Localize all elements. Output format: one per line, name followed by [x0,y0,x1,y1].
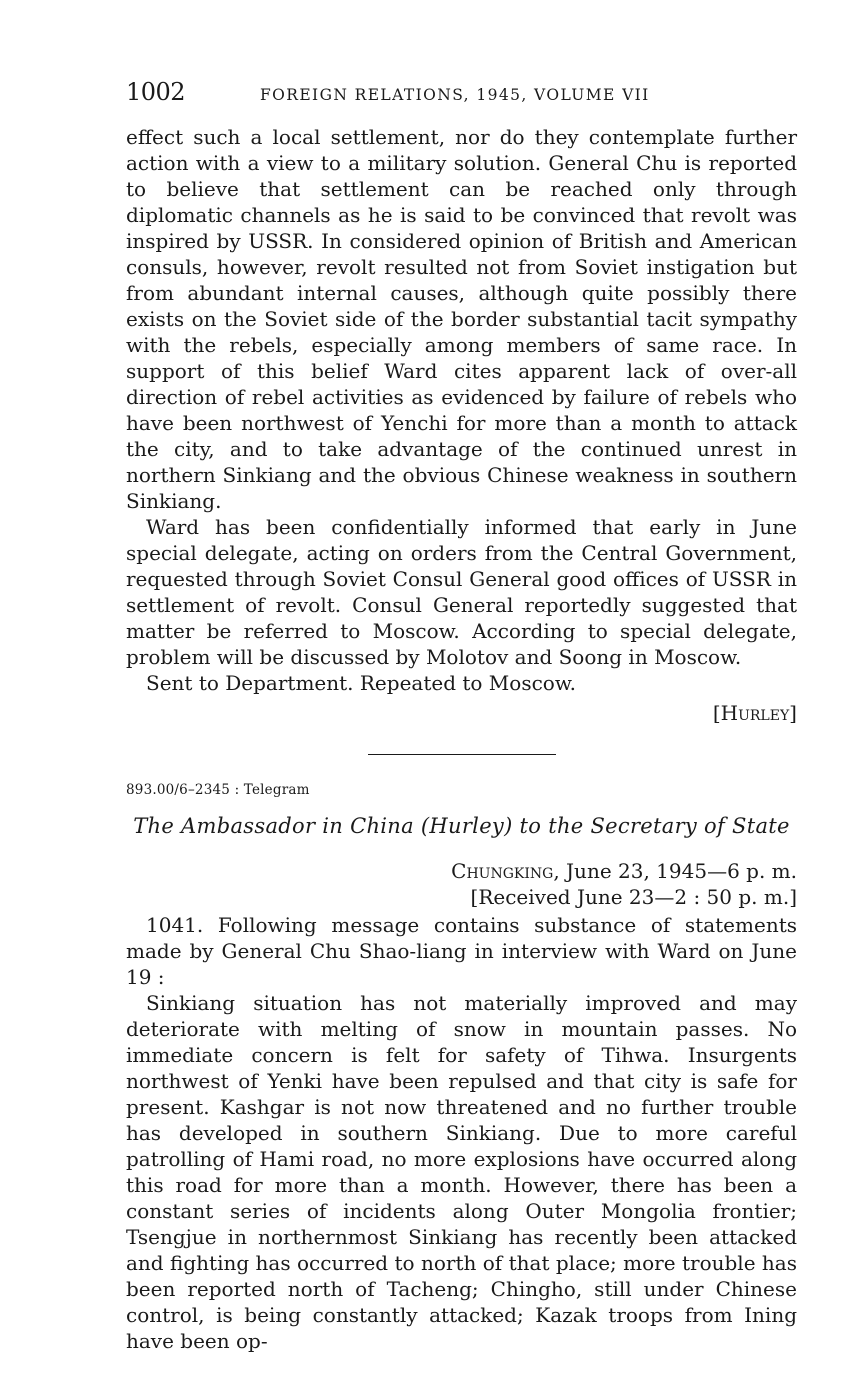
dateline-place: Chungking [451,859,554,883]
document-page [126,78,797,1354]
section-divider [368,754,556,755]
telegram-paragraph-2: Sinkiang situation has not materially improved and may deteriorate with melting of snow in mountain passes. No immediate concern is felt for safety of Tihwa. Insurgents northwest of Yenki have been repulsed and that city is safe for present. Kashgar is not now threatened and no further trouble has developed in southern Sinkiang. Due to more careful patrolling of Hami road, no more explosions have occurred along this road for more than a month. However, there has been a constant series of incidents along Outer Mongolia frontier; Tsengjue in northernmost Sinkiang has recently been attacked and fighting has occurred to north of that place; more trouble has been reported north of Tacheng; Chingho, still under Chinese control, is being constantly attacked; Kazak troops from Ining have been op- [126,991,797,1353]
dateline-date: , June 23, 1945—6 p. m. [553,859,797,883]
continuation-paragraph-2: Ward has been confidentially informed that early in June special delegate, acting on orders from the Central Government, requested through Soviet Consul General good offices of USSR in settlement of revolt. Consul General reportedly suggested that matter be referred to Moscow. According to special delegate, problem will be discussed by Molotov and Soong in Moscow. [126,515,797,669]
page-header [126,78,797,112]
file-reference: 893.00/6–2345 : Telegram [126,782,310,798]
continuation-paragraph-3: Sent to Department. Repeated to Moscow. [146,671,576,695]
telegram-text [126,912,797,1354]
telegram-paragraph-1: 1041. Following message contains substance of statements made by General Chu Shao-liang in interview with Ward on June 19 : [126,913,797,989]
signature: [Hurley] [712,701,797,725]
dateline [126,858,797,910]
document-title: The Ambassador in China (Hurley) to the Secretary of State [133,814,790,838]
running-head: FOREIGN RELATIONS, 1945, VOLUME VII [260,86,650,104]
continuation-text [126,124,797,696]
continuation-paragraph-1: effect such a local settlement, nor do they contemplate further action with a view to a military solution. General Chu is reported to believe that settlement can be reached only through diplomatic channels as he is said to be convinced that revolt was inspired by USSR. In considered opinion of British and American consuls, however, revolt resulted not from Soviet instigation but from abundant internal causes, although quite possibly there exists on the Soviet side of the border substantial tacit sympathy with the rebels, especially among members of same race. In support of this belief Ward cites apparent lack of over-all direction of rebel activities as evidenced by failure of rebels who have been northwest of Yenchi for more than a month to attack the city, and to take advantage of the continued unrest in northern Sinkiang and the obvious Chinese weakness in southern Sinkiang. [126,125,797,513]
received-line: [Received June 23—2 : 50 p. m.] [470,885,797,909]
dateline-sent [126,858,797,884]
page-number: 1002 [126,78,186,106]
